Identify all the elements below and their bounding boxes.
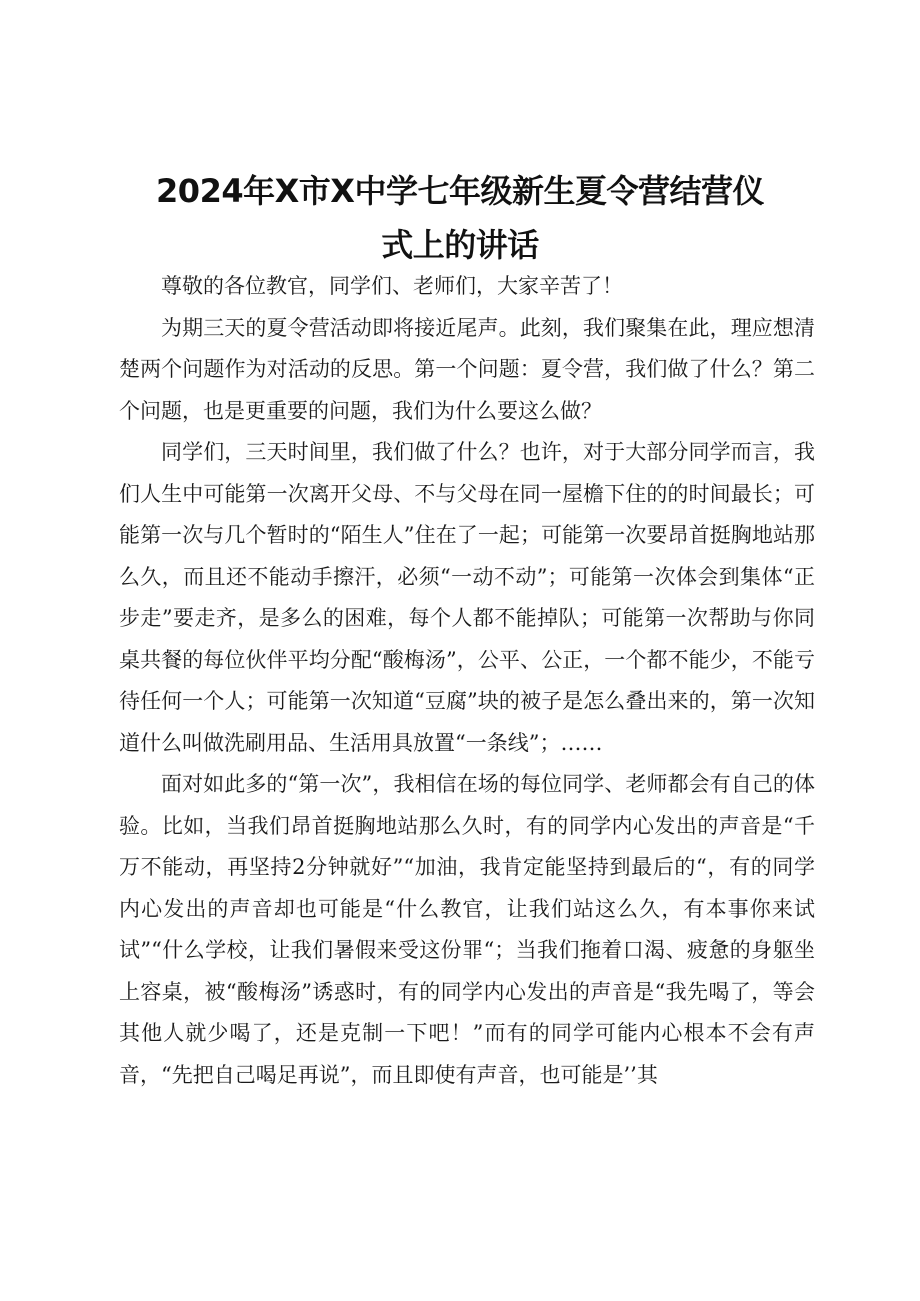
document-title	[120, 164, 800, 272]
title-line-1: 2024年X市X中学七年级新生夏令营结营仪	[156, 172, 764, 210]
document-body	[119, 266, 815, 1096]
greeting-paragraph: 尊敬的各位教官，同学们、老师们，大家辛苦了！	[161, 274, 623, 298]
title-line-2: 式上的讲话	[381, 226, 539, 264]
body-paragraph: 为期三天的夏令营活动即将接近尾声。此刻，我们聚集在此，理应想清楚两个问题作为对活动的反思。第一个问题：夏令营，我们做了什么？第二个问题，也是更重要的问题，我们为什么要这么做？	[119, 315, 815, 423]
body-paragraph: 同学们，三天时间里，我们做了什么？也许，对于大部分同学而言，我们人生中可能第一次离开父母、不与父母在同一屋檐下住的的时间最长；可能第一次与几个暂时的“陌生人”住在了一起；可能第一次要昂首挺胸地站那么久，而且还不能动手擦汗，必须“一动不动”；可能第一次体会到集体“正步走”要走齐，是多么的困难，每个人都不能掉队；可能第一次帮助与你同桌共餐的每位伙伴平均分配“酸梅汤”，公平、公正，一个都不能少，不能亏待任何一个人；可能第一次知道“豆腐”块的被子是怎么叠出来的，第一次知道什么叫做洗刷用品、生活用具放置“一条线”；……	[119, 440, 815, 755]
body-paragraph: 面对如此多的“第一次”，我相信在场的每位同学、老师都会有自己的体验。比如，当我们昂首挺胸地站那么久时，有的同学内心发出的声音是“千万不能动，再坚持2分钟就好”“加油，我肯定能坚持到最后的“，有的同学内心发出的声音却也可能是“什么教官，让我们站这么久，有本事你来试试”“什么学校，让我们暑假来受这份罪“；当我们拖着口渴、疲惫的身躯坐上容桌，被“酸梅汤”诱惑时，有的同学内心发出的声音是“我先喝了，等会其他人就少喝了，还是克制一下吧！”而有的同学可能内心根本不会有声音，“先把自己喝足再说”，而且即使有声音，也可能是’’其	[119, 772, 815, 1087]
